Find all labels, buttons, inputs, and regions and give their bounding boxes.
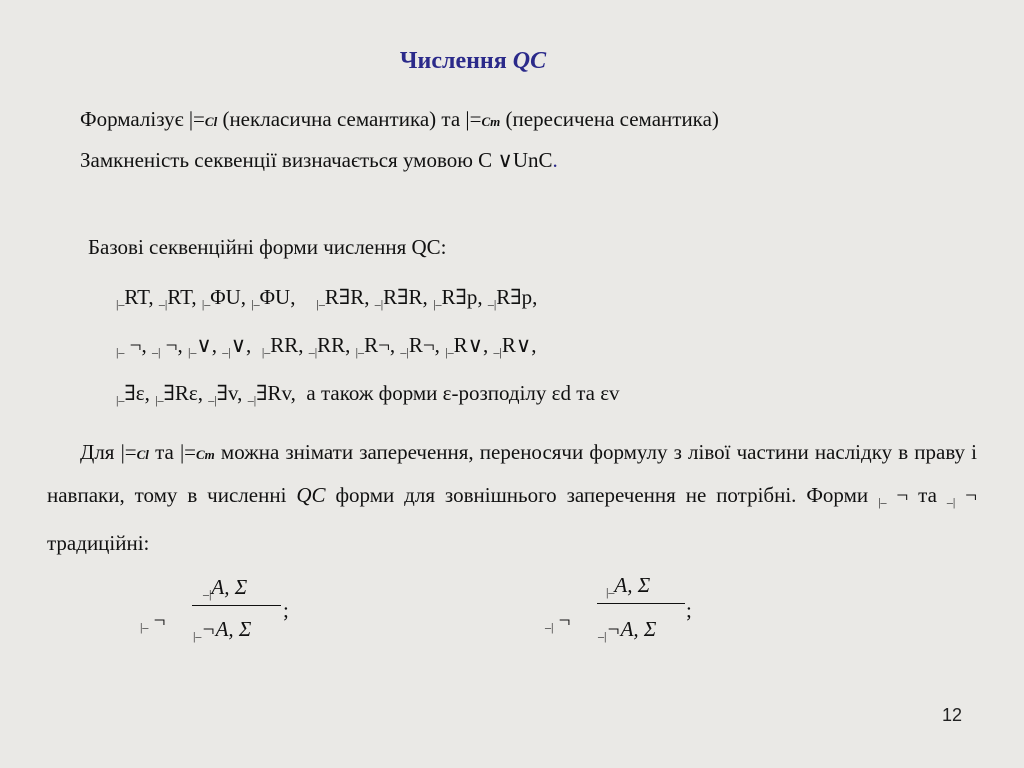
sequent-form: ∃ε,: [124, 381, 156, 405]
sequent-form: R∨,: [453, 333, 494, 357]
forms-row-3-tail: а також форми ε-розподілу εd та εv: [295, 381, 620, 405]
turnstile-symbol: |–: [355, 345, 365, 360]
formalizes-line: [80, 107, 719, 132]
para-text-2: та |=: [148, 440, 196, 464]
para-qc: QC: [296, 483, 326, 507]
sequent-form: ΦU,: [259, 285, 317, 309]
turnstile-symbol: |–: [251, 297, 260, 312]
para-turnstile-2: –|: [946, 495, 956, 510]
sub-cl: Cl: [204, 114, 218, 129]
turnstile-symbol: |–: [201, 297, 211, 312]
para-turnstile-1: |–: [878, 495, 887, 510]
sequent-form: RT,: [124, 285, 159, 309]
turnstile-symbol: |–: [445, 345, 454, 360]
para-text-5: ¬ та: [886, 483, 947, 507]
sequent-form: ¬,: [124, 333, 152, 357]
sequent-form: ∃Rε,: [163, 381, 209, 405]
rule-left-label: $_{|-}$ ¬: [140, 608, 166, 635]
forms-row-2: [116, 333, 537, 360]
para-text-4: форми для зовнішнього заперечення не потрібні. Форми: [325, 483, 879, 507]
slide-title: [0, 48, 946, 75]
sequent-form: R¬,: [408, 333, 446, 357]
rule-right-denominator: $_{-|}$¬A, Σ: [598, 617, 657, 644]
line1-text-1: Формалізує |=: [80, 107, 205, 131]
sequent-form: ¬,: [160, 333, 188, 357]
turnstile-symbol: –|: [400, 345, 409, 360]
turnstile-symbol: |–: [433, 297, 442, 312]
turnstile-symbol: –|: [247, 393, 257, 408]
sequent-form: R∃p,: [441, 285, 488, 309]
forms-heading: Базові секвенційні форми числення QC:: [88, 235, 447, 259]
rule-left-bar: [192, 605, 281, 606]
turnstile-symbol: |–: [261, 345, 271, 360]
sequent-form: ∃v,: [216, 381, 248, 405]
turnstile-symbol: |–: [188, 345, 197, 360]
turnstile-symbol: |–: [116, 297, 125, 312]
turnstile-symbol: –|: [487, 297, 497, 312]
turnstile-symbol: –|: [374, 297, 384, 312]
para-text-1: Для |=: [80, 440, 137, 464]
turnstile-symbol: –|: [493, 345, 502, 360]
turnstile-symbol: –|: [222, 345, 231, 360]
turnstile-symbol: –|: [158, 297, 168, 312]
rule-right-numerator: $_{|-}$A, Σ: [606, 573, 651, 600]
line1-text-3: (пересичена семантика): [500, 107, 719, 131]
sequent-form: ∃Rv,: [256, 381, 296, 405]
sequent-form: ∨,: [230, 333, 262, 357]
line1-text-2: (некласична семантика) та |=: [217, 107, 482, 131]
turnstile-symbol: |–: [116, 345, 125, 360]
forms-row-3: [116, 381, 620, 408]
turnstile-symbol: |–: [316, 297, 325, 312]
rule-right-label: $_{-|}$ ¬: [545, 608, 571, 635]
para-sub-cl: Cl: [136, 447, 149, 462]
turnstile-symbol: –|: [208, 393, 217, 408]
rule-right-semicolon: ;: [686, 598, 692, 622]
para-text-3: можна знімати заперечення, переносячи формулу з лівої частини наслідку в праву і навпаки, тому в численні: [47, 440, 977, 507]
rule-right-bar: [597, 603, 685, 604]
negation-paragraph: [47, 432, 977, 564]
closure-text: Замкненість секвенції визначається умовою C: [80, 148, 493, 172]
sequent-form: RR,: [317, 333, 356, 357]
closure-period: .: [552, 148, 558, 172]
para-sub-cm: Cm: [196, 447, 215, 462]
sequent-form: ΦU,: [210, 285, 252, 309]
page-number: 12: [941, 705, 962, 725]
turnstile-symbol: |–: [116, 393, 125, 408]
sequent-form: R∃R,: [383, 285, 434, 309]
para-text-6: ¬ традиційні:: [47, 483, 977, 556]
turnstile-symbol: –|: [308, 345, 318, 360]
closure-tail: UnC: [512, 148, 553, 172]
disjunction-symbol: ∨: [497, 148, 513, 172]
sub-cm: Cm: [481, 114, 501, 129]
forms-row-1: [116, 285, 537, 312]
sequent-form: ∨,: [196, 333, 223, 357]
rule-left-denominator: $_{|-}$¬A, Σ: [193, 617, 252, 644]
turnstile-symbol: –|: [152, 345, 161, 360]
title-calculus-name: QC: [512, 48, 547, 74]
title-prefix: Числення: [399, 48, 513, 74]
sequent-form: R∨,: [501, 333, 537, 357]
sequent-form: R¬,: [364, 333, 401, 357]
sequent-form: RT,: [167, 285, 202, 309]
sequent-form: R∃p,: [496, 285, 538, 309]
rule-left-numerator: $_{-|}$A, Σ: [203, 575, 248, 602]
rule-left-semicolon: ;: [283, 598, 289, 622]
closure-line: [80, 148, 558, 173]
sequent-form: R∃R,: [324, 285, 375, 309]
turnstile-symbol: |–: [155, 393, 164, 408]
sequent-form: RR,: [270, 333, 309, 357]
